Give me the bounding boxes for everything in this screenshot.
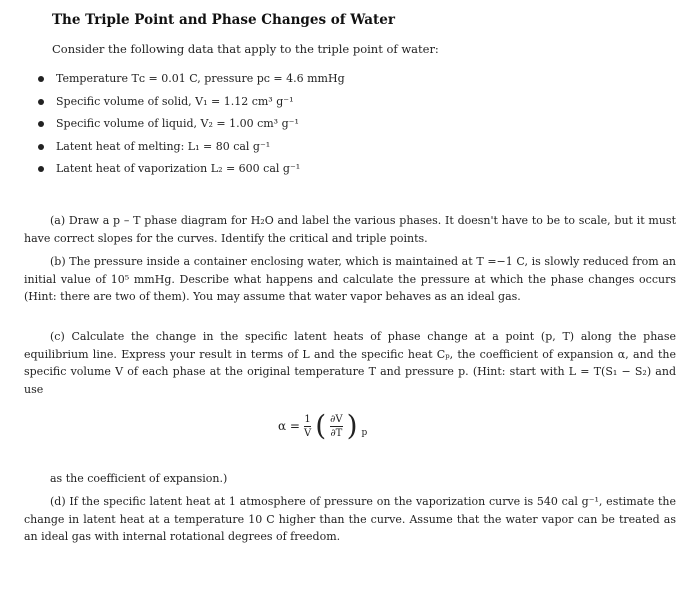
bullet-icon: [38, 76, 44, 82]
part-c-text: (c) Calculate the change in the specific latent heats of phase change at a point (p, T) along the phase equilibrium line. Express your result in terms of L and the specific heat Cₚ, the coefficient of expansion α, and the specific volume V of each phase at the original temperature T and pressure p. (Hint: start with L = T(S₁ − S₂) and use: [24, 330, 676, 396]
part-b-text: (b) The pressure inside a container enclosing water, which is maintained at T =−1 C, is slowly reduced from an initial value of 10⁵ mmHg. Describe what happens and calculate the pressure at which the phase changes occurs (Hint: there are two of them). You may assume that water vapor behaves as an ideal gas.: [24, 255, 676, 303]
list-item: Specific volume of solid, V₁ = 1.12 cm³ g⁻¹: [36, 95, 345, 118]
part-c-continuation: as the coefficient of expansion.): [50, 472, 228, 485]
bullet-icon: [38, 144, 44, 150]
data-list: [36, 72, 345, 185]
equation-fraction-1: $\frac{1}{V}$: [303, 413, 312, 439]
bullet-icon: [38, 121, 44, 127]
equation-fraction-2: $\frac{\partial V}{\partial T}$: [330, 413, 343, 439]
page-title: The Triple Point and Phase Changes of Water: [52, 12, 395, 28]
right-paren: ): [346, 409, 358, 442]
expansion-equation: [278, 409, 368, 442]
bullet-icon: [38, 99, 44, 105]
part-d-text: (d) If the specific latent heat at 1 atmosphere of pressure on the vaporization curve is 540 cal g⁻¹, estimate the change in latent heat at a temperature 10 C higher than the curve. Assume that the water vapor can be treated as an ideal gas with internal rotational degrees of freedom.: [24, 495, 676, 543]
part-a-text: (a) Draw a p – T phase diagram for H₂O and label the various phases. It doesn't have to be to scale, but it must have correct slopes for the curves. Identify the critical and triple points.: [24, 214, 676, 245]
bullet-icon: [38, 166, 44, 172]
intro-text: Consider the following data that apply to the triple point of water:: [52, 42, 439, 56]
list-item: Latent heat of vaporization L₂ = 600 cal g⁻¹: [36, 162, 345, 185]
list-item: Latent heat of melting: L₁ = 80 cal g⁻¹: [36, 140, 345, 163]
left-paren: (: [315, 409, 327, 442]
equation-lhs: α =: [278, 419, 300, 433]
list-item: Specific volume of liquid, V₂ = 1.00 cm³ g⁻¹: [36, 117, 345, 140]
list-item: Temperature Tᴄ = 0.01 C, pressure pᴄ = 4.6 mmHg: [36, 72, 345, 95]
equation-subscript: p: [361, 428, 368, 438]
